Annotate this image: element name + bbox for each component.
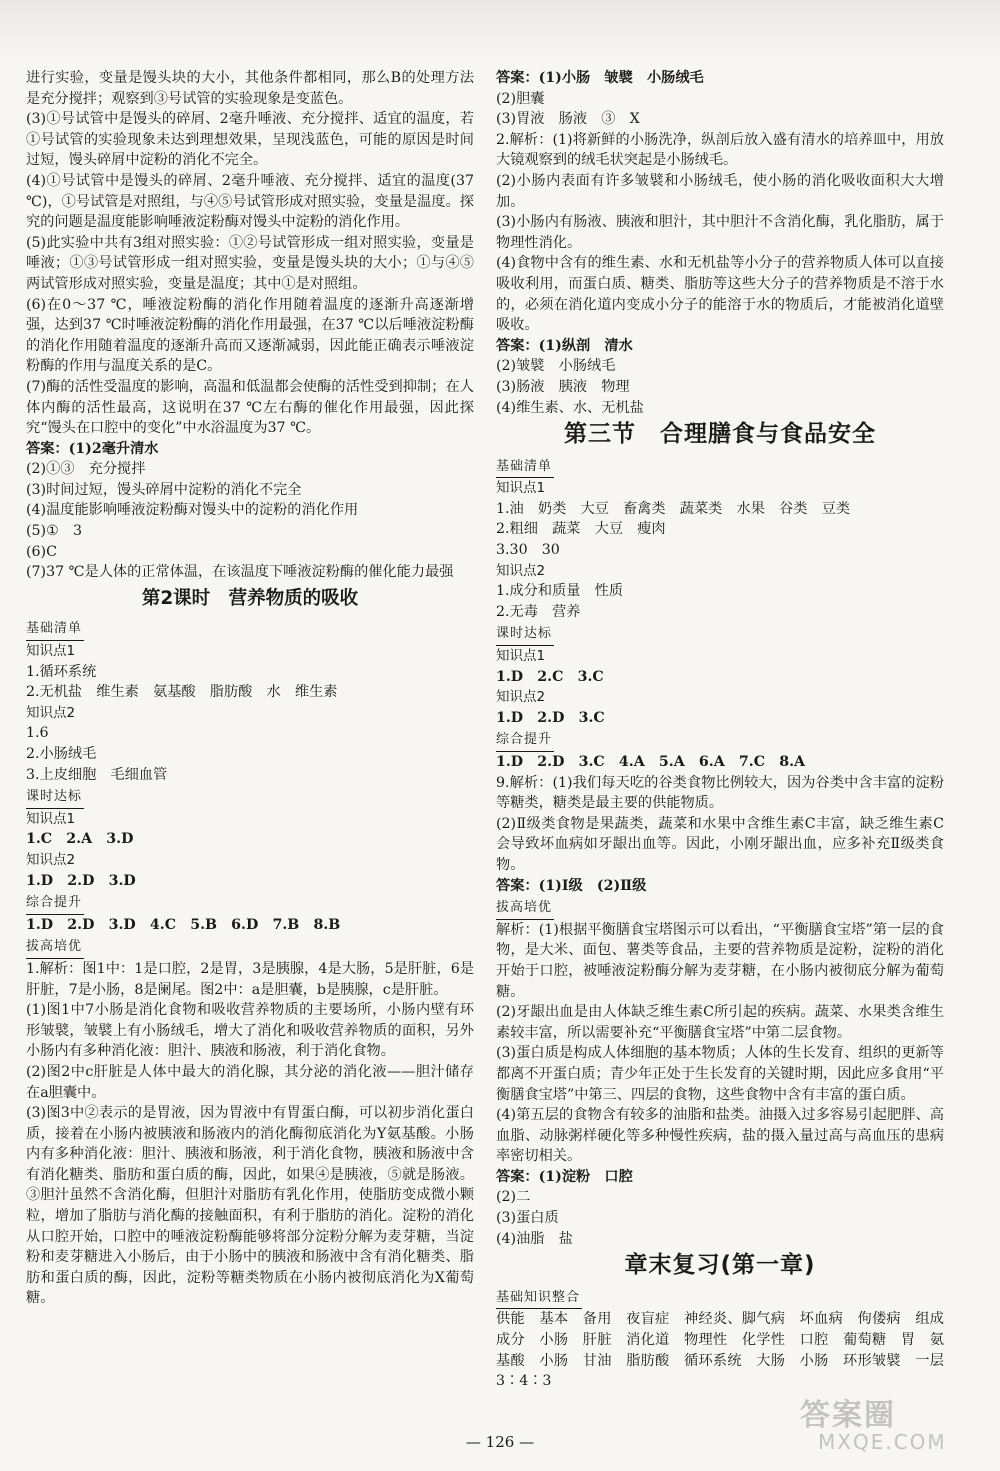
subsection-label: 课时达标 xyxy=(26,787,84,809)
text-paragraph: (5)此实验中共有3组对照实验：①②号试管形成一组对照实验，变量是唾液；①③号试管形成一组对照实验，变量是馒头块的大小；①与④⑤两试管形成对照实验，变量是温度；其中①是对照组。 xyxy=(26,234,474,292)
subsection-label: 基础知识整合 xyxy=(496,1288,582,1310)
text-paragraph: 2.无机盐 维生素 氨基酸 脂肪酸 水 维生素 xyxy=(26,684,338,701)
answer-line: 1.D 2.D 3.D 4.C 5.B 6.D 7.B 8.B xyxy=(26,916,341,933)
text-paragraph: 1.解析：图1中：1是口腔，2是胃，3是胰腺，4是大肠，5是肝脏，6是肝脏，7是小肠，8是阑尾。图2中：a是胆囊，b是胰腺，c是肝脏。 xyxy=(26,960,474,998)
answer-line: 1.D 2.C 3.C xyxy=(496,668,604,685)
text-paragraph: (3)①号试管中是馒头的碎屑、2毫升唾液、充分搅拌、适宜的温度，若①号试管的实验现象未达到理想效果，呈现浅蓝色，可能的原因是时间过短，馒头碎屑中淀粉的消化不完全。 xyxy=(26,111,474,169)
text-paragraph: (2)牙龈出血是由人体缺乏维生素C所引起的疾病。蔬菜、水果类含维生素较丰富，所以需要补充“平衡膳食宝塔”中第二层食物。 xyxy=(496,1004,944,1041)
text-paragraph: (5)① 3 xyxy=(26,523,83,540)
subsection-label: 基础清单 xyxy=(26,619,84,641)
text-paragraph: 1.循环系统 xyxy=(26,663,97,680)
text-paragraph: 3.30 30 xyxy=(496,542,560,559)
page-number: — 126 — xyxy=(465,1433,535,1451)
text-paragraph: (7)37 ℃是人体的正常体温，在该温度下唾液淀粉酶的催化能力最强 xyxy=(26,564,454,581)
section-title: 章末复习(第一章) xyxy=(624,1252,816,1279)
subsection-label: 课时达标 xyxy=(496,624,554,646)
subsection-label: 拔高培优 xyxy=(26,937,84,959)
text-paragraph: (4)维生素、水、无机盐 xyxy=(496,399,644,416)
text-paragraph: (4)第五层的食物含有较多的油脂和盐类。油摄入过多容易引起肥胖、高血脂、动脉粥样硬化等多种慢性疾病，盐的摄入量过高与高血压的患病率密切相关。 xyxy=(496,1107,944,1165)
text-paragraph: (4)①号试管中是馒头的碎屑、2毫升唾液、充分搅拌、适宜的温度(37 ℃)，①号试管是对照组，与④⑤号试管形成对照实验，变量是温度。探究的问题是温度能影响唾液淀粉酶对馒头中淀粉的消化作用。 xyxy=(26,172,474,231)
knowledge-point-label: 知识点2 xyxy=(496,689,546,706)
subsection-label: 综合提升 xyxy=(496,730,554,752)
knowledge-point-label: 知识点1 xyxy=(496,480,546,497)
knowledge-point-label: 知识点2 xyxy=(26,851,76,868)
answer-line: 答案：(1)淀粉 口腔 xyxy=(496,1168,633,1185)
text-paragraph: (4)油脂 盐 xyxy=(496,1230,573,1247)
text-paragraph: (6)C xyxy=(26,543,57,560)
text-paragraph: (4)食物中含有的维生素、水和无机盐等小分子的营养物质人体可以直接吸收利用，而蛋白质、糖类、脂肪等这些大分子的营养物质是不溶于水的，必须在消化道内变成小分子的能溶于水的物质后，才能被消化道壁吸收。 xyxy=(496,255,944,334)
text-paragraph: 2.无毒 营养 xyxy=(496,603,581,620)
text-paragraph: (6)在0～37 ℃，唾液淀粉酶的消化作用随着温度的逐渐升高逐渐增强，达到37 ℃时唾液淀粉酶的消化作用最强，在37 ℃以后唾液淀粉酶的消化作用随着温度的逐渐升高而又逐渐减弱，因此能正确表示唾液淀粉酶的作用与温度关系的是C。 xyxy=(26,296,474,375)
text-paragraph: 3.上皮细胞 毛细血管 xyxy=(26,766,168,783)
text-paragraph: (2)①③ 充分搅拌 xyxy=(26,461,146,478)
left-column xyxy=(26,68,474,1309)
text-paragraph: (2)胆囊 xyxy=(496,90,545,107)
watermark-url: MXQE.COM xyxy=(818,1430,947,1454)
knowledge-point-label: 知识点1 xyxy=(26,810,76,827)
answer-line: 1.D 2.D 3.C xyxy=(496,709,605,726)
text-paragraph: 供能 基本 备用 夜盲症 神经炎、脚气病 坏血病 佝偻病 组成成分 小肠 肝脏 消化道 物理性 化学性 口腔 葡萄糖 胃 氨基酸 小肠 甘油 脂肪酸 循环系统 大肠 小肠 环形皱襞 一层 3∶4∶3 xyxy=(496,1311,959,1390)
text-paragraph: (2)皱襞 小肠绒毛 xyxy=(496,358,616,375)
text-paragraph: (3)蛋白质 xyxy=(496,1210,559,1227)
right-column xyxy=(496,68,959,1392)
watermark-text: 答案圈 xyxy=(800,1398,896,1433)
subsection-label: 基础清单 xyxy=(496,457,554,479)
knowledge-point-label: 知识点1 xyxy=(26,643,76,660)
knowledge-point-label: 知识点2 xyxy=(496,562,546,579)
scan-top-shading xyxy=(0,0,1000,60)
subsection-label: 拔高培优 xyxy=(496,898,554,920)
text-paragraph: (3)蛋白质是构成人体细胞的基本物质；人体的生长发育、组织的更新等都离不开蛋白质；青少年正处于生长发育的关键时期，因此应多食用“平衡膳食宝塔”中第三、四层的食物，这些食物中含有丰富的蛋白质。 xyxy=(496,1045,944,1103)
knowledge-point-label: 知识点2 xyxy=(26,704,76,721)
text-paragraph: 9.解析：(1)我们每天吃的谷类食物比例较大，因为谷类中含丰富的淀粉等糖类，糖类是最主要的供能物质。 xyxy=(496,774,944,812)
text-paragraph: (4)温度能影响唾液淀粉酶对馒头中的淀粉的消化作用 xyxy=(26,502,359,519)
text-paragraph: (3)肠液 胰液 物理 xyxy=(496,378,630,395)
answer-line: 答案：(1)2毫升清水 xyxy=(26,440,159,457)
text-paragraph: 1.成分和质量 性质 xyxy=(496,583,624,600)
answer-line: 1.D 2.D 3.D xyxy=(26,872,136,889)
subsection-label: 综合提升 xyxy=(26,893,84,915)
answer-line: 答案：(1)纵剖 清水 xyxy=(496,337,633,354)
section-title: 第2课时 营养物质的吸收 xyxy=(141,587,359,609)
answer-line: 答案：(1)小肠 皱襞 小肠绒毛 xyxy=(496,70,704,86)
answer-line: 1.D 2.D 3.C 4.A 5.A 6.A 7.C 8.A xyxy=(496,754,806,770)
text-paragraph: (2)二 xyxy=(496,1189,531,1206)
section-title: 第三节 合理膳食与食品安全 xyxy=(564,421,876,448)
text-paragraph: 解析：(1)根据平衡膳食宝塔图示可以看出，“平衡膳食宝塔”第一层的食物，是大米、面包、薯类等食品，主要的营养物质是淀粉，淀粉的消化开始于口腔，被唾液淀粉酶分解为麦芽糖，在小肠内被彻底分解为葡萄糖。 xyxy=(496,921,944,1000)
text-paragraph: 1.油 奶类 大豆 畜禽类 蔬菜类 水果 谷类 豆类 xyxy=(496,500,851,517)
text-paragraph: 进行实验，变量是馒头块的大小，其他条件都相同，那么B的处理方法是充分搅拌；观察到③号试管的实验现象是变蓝色。 xyxy=(26,70,474,107)
answer-line: 答案：(1)Ⅰ级 (2)Ⅱ级 xyxy=(496,877,647,894)
text-paragraph: (2)图2中c肝脏是人体中最大的消化腺，其分泌的消化液——胆汁储存在a胆囊中。 xyxy=(26,1063,474,1101)
text-paragraph: 2.粗细 蔬菜 大豆 瘦肉 xyxy=(496,521,666,538)
text-paragraph: (3)胃液 肠液 ③ X xyxy=(496,111,640,128)
knowledge-point-label: 知识点1 xyxy=(496,648,546,665)
text-paragraph: (3)时间过短，馒头碎屑中淀粉的消化不完全 xyxy=(26,481,302,498)
text-paragraph: 2.小肠绒毛 xyxy=(26,746,97,762)
text-paragraph: (3)小肠内有肠液、胰液和胆汁，其中胆汁不含消化酶，乳化脂肪，属于物理性消化。 xyxy=(496,214,944,251)
answer-line: 1.C 2.A 3.D xyxy=(26,831,134,848)
text-paragraph: (3)图3中②表示的是胃液，因为胃液中有胃蛋白酶，可以初步消化蛋白质，接着在小肠内被胰液和肠液内的消化酶彻底消化为Y氨基酸。小肠内有多种消化液：胆汁、胰液和肠液，利于消化食物，胰液和肠液中含有消化糖类、脂肪和蛋白质的酶，因此，如果④是胰液，⑤就是肠液。③胆汁虽然不含消化酶，但胆汁对脂肪有乳化作用，使脂肪变成微小颗粒，增加了脂肪与消化酶的接触面积，有利于脂肪的消化。淀粉的消化从口腔开始，口腔中的唾液淀粉酶能够将部分淀粉分解为麦芽糖，当淀粉和麦芽糖进入小肠后，由于小肠中的胰液和肠液中含有消化糖类、脂肪和蛋白质的酶，因此，淀粉等糖类物质在小肠内被彻底消化为X葡萄糖。 xyxy=(26,1105,474,1307)
text-paragraph: (7)酶的活性受温度的影响，高温和低温都会使酶的活性受到抑制；在人体内酶的活性最高，这说明在37 ℃左右酶的催化作用最强，因此探究“馒头在口腔中的变化”中水浴温度为37 ℃。 xyxy=(26,378,474,437)
watermark-logo xyxy=(800,1390,990,1466)
text-paragraph: 1.6 xyxy=(26,725,49,742)
text-paragraph: (2)Ⅱ级类食物是果蔬类，蔬菜和水果中含维生素C丰富，缺乏维生素C会导致坏血病如牙龈出血等。因此，小刚牙龈出血，应多补充Ⅱ级类食物。 xyxy=(496,815,944,873)
text-paragraph: 2.解析：(1)将新鲜的小肠洗净，纵剖后放入盛有清水的培养皿中，用放大镜观察到的绒毛状突起是小肠绒毛。 xyxy=(496,131,944,169)
text-paragraph: (2)小肠内表面有许多皱襞和小肠绒毛，使小肠的消化吸收面积大大增加。 xyxy=(496,172,944,210)
text-paragraph: (1)图1中7小肠是消化食物和吸收营养物质的主要场所，小肠内壁有环形皱襞，皱襞上有小肠绒毛，增大了消化和吸收营养物质的面积，另外小肠内有多种消化液：胆汁、胰液和肠液，利于消化食物。 xyxy=(26,1002,474,1060)
